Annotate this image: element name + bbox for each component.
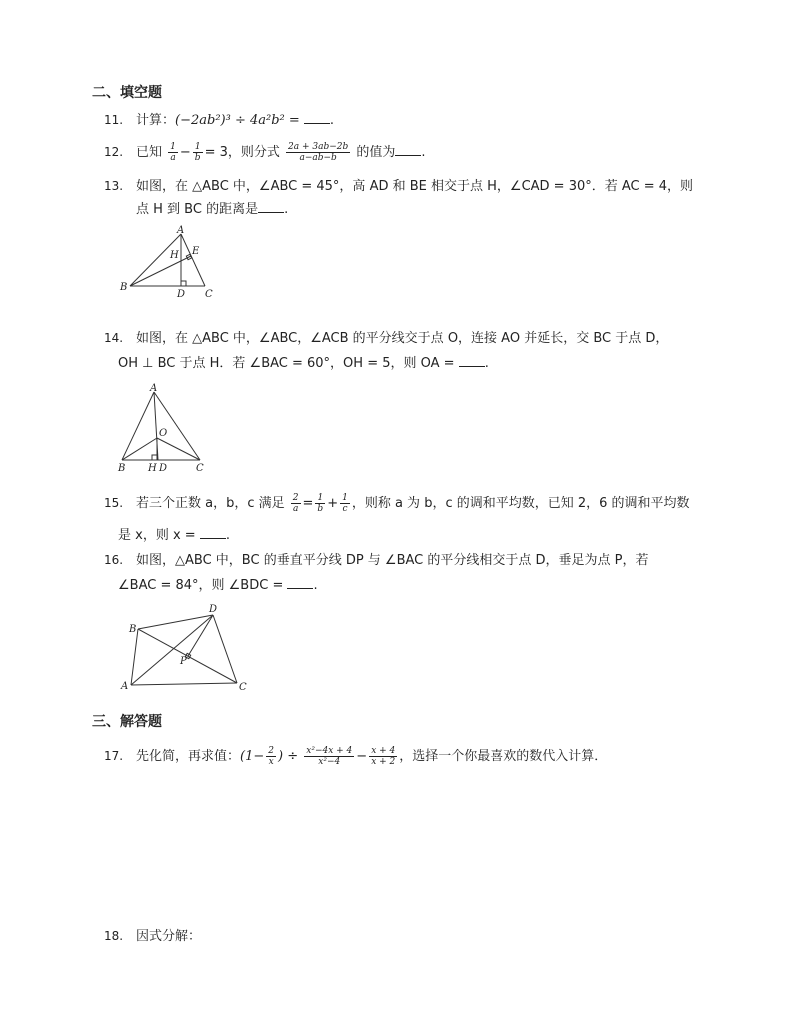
question-text: 若三个正数 a，b，c 满足 xyxy=(136,496,285,511)
question-number: 16. xyxy=(104,553,124,567)
question-text-line1: 如图，在 △ABC 中，∠ABC，∠ACB 的平分线交于点 O，连接 AO 并延长，交 BC 于点 D， xyxy=(136,331,669,346)
fraction xyxy=(266,746,276,767)
question-17 xyxy=(104,746,607,767)
math-expression: (−2ab²)³ ÷ 4a²b² = xyxy=(175,113,300,128)
label-C: C xyxy=(196,463,204,474)
question-14 xyxy=(104,328,668,349)
label-B: B xyxy=(129,624,137,635)
label-A: A xyxy=(121,681,129,692)
label-E: E xyxy=(192,246,200,257)
label-D: D xyxy=(177,289,186,300)
question-15-line2 xyxy=(118,526,230,546)
question-label: 因式分解： xyxy=(136,929,202,944)
question-text-line2: 是 x，则 x = xyxy=(118,528,196,543)
denominator: x + 2 xyxy=(371,757,396,767)
fraction xyxy=(304,746,354,767)
fraction xyxy=(291,493,301,514)
question-number: 17. xyxy=(104,749,124,763)
period: . xyxy=(484,356,489,371)
question-13-line2 xyxy=(136,200,288,220)
answer-blank xyxy=(258,200,284,213)
denominator: x xyxy=(268,757,274,767)
condition-text: = 3，则分式 xyxy=(204,145,280,160)
fraction xyxy=(369,746,397,767)
label-A: A xyxy=(150,383,158,394)
label-C: C xyxy=(239,682,247,693)
numerator: 1 xyxy=(170,142,176,152)
section-title-fill-in: 二、填空题 xyxy=(92,85,162,101)
answer-blank xyxy=(287,576,313,589)
label-B: B xyxy=(120,282,128,293)
label-B: B xyxy=(118,463,126,474)
figure-q13 xyxy=(118,224,222,304)
question-label: 计算： xyxy=(136,113,176,128)
question-label: 先化简，再求值： xyxy=(136,749,241,764)
question-number: 13. xyxy=(104,179,124,193)
fraction xyxy=(315,493,325,514)
denominator: a−ab−b xyxy=(299,153,337,163)
period: . xyxy=(421,145,426,160)
question-text-line2: OH ⊥ BC 于点 H．若 ∠BAC = 60°，OH = 5，则 OA = xyxy=(118,356,455,371)
question-tail: 的值为 xyxy=(356,145,396,160)
question-tail: ，选择一个你最喜欢的数代入计算． xyxy=(399,749,608,764)
question-text-line2: 点 H 到 BC 的距离是 xyxy=(136,202,259,217)
numerator: x + 4 xyxy=(371,746,396,756)
question-text-line1: 如图，在 △ABC 中，∠ABC = 45°，高 AD 和 BE 相交于点 H，∠CAD = 30°．若 AC = 4，则 xyxy=(136,179,694,194)
figure-q16 xyxy=(118,602,252,694)
math-paren-open: (1− xyxy=(240,749,265,764)
label-H: H xyxy=(148,463,157,474)
question-14-line2 xyxy=(118,354,489,374)
question-16-line2 xyxy=(118,576,318,596)
question-16 xyxy=(104,550,649,571)
question-15: 15. 若三个正数 a，b，c 满足 $\frac{2}{a}$ = $\frac{1}{b}$ + $\frac{1}{c}$ ，则称 a 为 b，c 的调和平均数，已知 2，6 的调和平均数 xyxy=(104,493,690,514)
question-text-cont: ，则称 a 为 b，c 的调和平均数，已知 2，6 的调和平均数 xyxy=(351,496,690,511)
question-18 xyxy=(104,926,201,947)
numerator: 2 xyxy=(268,746,274,756)
label-D: D xyxy=(159,463,168,474)
label-D: D xyxy=(209,604,218,615)
label-A: A xyxy=(177,225,185,236)
question-13 xyxy=(104,176,693,197)
period: . xyxy=(225,528,230,543)
period: . xyxy=(329,113,335,128)
question-text-line2: ∠BAC = 84°，则 ∠BDC = xyxy=(118,578,284,593)
numerator: 2 xyxy=(292,493,299,503)
numerator: 1 xyxy=(193,142,203,153)
label-P: P xyxy=(180,656,187,667)
denominator: x²−4 xyxy=(318,757,341,767)
denominator: b xyxy=(317,504,324,514)
numerator: 2a + 3ab−2b xyxy=(288,142,349,152)
question-text-line1: 如图，△ABC 中，BC 的垂直平分线 DP 与 ∠BAC 的平分线相交于点 D，垂足为点 P，若 xyxy=(136,553,649,568)
question-number: 18. xyxy=(104,929,124,943)
label-H: H xyxy=(170,250,179,261)
fraction xyxy=(168,142,178,163)
denominator: a xyxy=(170,153,176,163)
answer-blank xyxy=(304,111,330,124)
figure-q14 xyxy=(114,382,214,474)
denominator: a xyxy=(292,504,299,514)
question-number: 12. xyxy=(104,145,124,159)
question-number: 11. xyxy=(104,113,124,127)
denominator: c xyxy=(342,504,348,514)
period: . xyxy=(284,202,289,217)
numerator: x²−4x + 4 xyxy=(306,746,353,756)
question-number: 14. xyxy=(104,331,124,345)
question-label: 已知 xyxy=(136,145,163,160)
period: . xyxy=(313,578,318,593)
section-title-solve: 三、解答题 xyxy=(92,714,162,730)
minus-sign: − xyxy=(356,749,368,764)
divide-sign: ÷ xyxy=(287,749,299,764)
numerator: 1 xyxy=(315,493,325,504)
question-12: 12. 已知 $\frac{1}{a}$ − $\frac{1}{b}$ = 3，则分式 $\frac{2a + 3ab-2b}{a-ab-b}$ 的值为 . xyxy=(104,142,426,163)
question-11 xyxy=(104,110,334,131)
label-C: C xyxy=(205,289,213,300)
math-paren-close: ) xyxy=(278,749,284,764)
denominator: b xyxy=(194,153,201,163)
answer-blank xyxy=(200,526,226,539)
numerator: 1 xyxy=(342,493,348,503)
fraction xyxy=(193,142,203,163)
answer-blank xyxy=(395,143,421,156)
fraction xyxy=(340,493,350,514)
question-number: 15. xyxy=(104,496,124,510)
label-O: O xyxy=(159,428,168,439)
fraction xyxy=(286,142,350,163)
answer-blank xyxy=(459,354,485,367)
